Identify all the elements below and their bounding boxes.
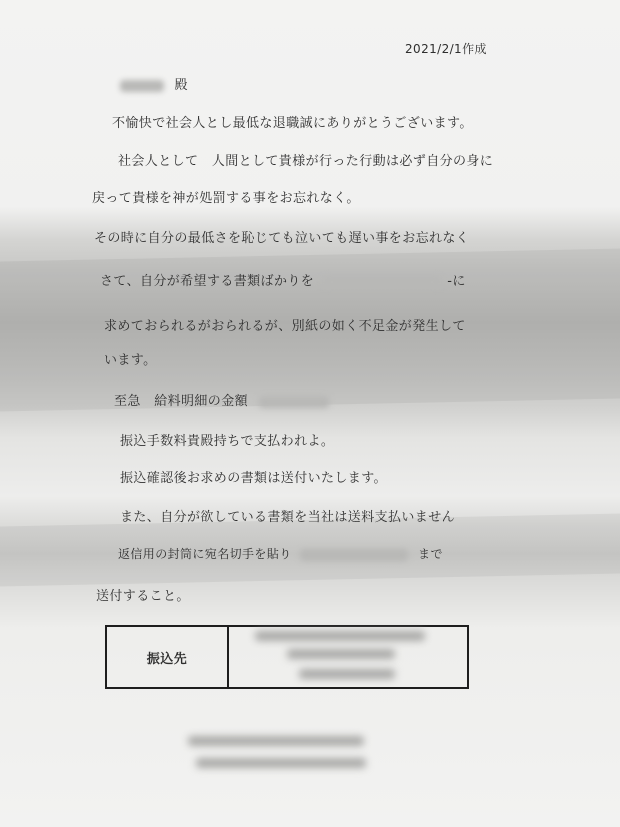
body-line: 振込手数料貴殿持ちで支払われよ。: [120, 434, 335, 449]
redacted-name: [120, 80, 164, 92]
body-line: 振込確認後お求めの書類は送付いたします。: [120, 471, 387, 486]
body-text: 返信用の封筒に宛名切手を貼り: [118, 547, 292, 561]
redacted-text: [323, 276, 441, 288]
addressee-line: [120, 74, 188, 93]
transfer-label: 振込先: [146, 651, 188, 667]
redacted-footer: [188, 736, 364, 746]
body-line: 社会人として 人間として貴様が行った行動は必ず自分の身に: [118, 154, 494, 169]
body-text: -に: [447, 274, 466, 289]
redacted-account: [287, 649, 395, 659]
body-text: さて、自分が希望する書類ばかりを: [100, 274, 315, 289]
body-line: [118, 545, 443, 562]
body-line: 求めておられるがおられるが、別紙の如く不足金が発生して: [104, 319, 466, 334]
date-created: 2021/2/1作成: [405, 42, 487, 56]
redacted-footer: [196, 758, 366, 768]
body-line: また、自分が欲している書類を当社は送料支払いません: [120, 510, 456, 525]
body-text: 至急 給料明細の金額: [114, 394, 249, 409]
body-line: 不愉快で社会人とし最低な退職誠にありがとうございます。: [112, 116, 473, 131]
body-line: [114, 390, 329, 409]
addressee-suffix: 殿: [174, 78, 188, 93]
body-line: [100, 270, 466, 289]
box-divider: [227, 625, 229, 689]
body-line: 送付すること。: [96, 589, 190, 604]
redacted-amount: [259, 396, 329, 408]
body-line: その時に自分の最低さを恥じても泣いても遅い事をお忘れなく: [94, 231, 470, 246]
redacted-text: [300, 549, 408, 561]
body-line: います。: [104, 353, 157, 368]
transfer-destination-box: [105, 625, 469, 689]
body-line: 戻って貴様を神が処罰する事をお忘れなく。: [92, 191, 360, 206]
redacted-account: [299, 669, 395, 679]
redacted-account: [255, 631, 425, 641]
body-text: まで: [418, 547, 443, 561]
